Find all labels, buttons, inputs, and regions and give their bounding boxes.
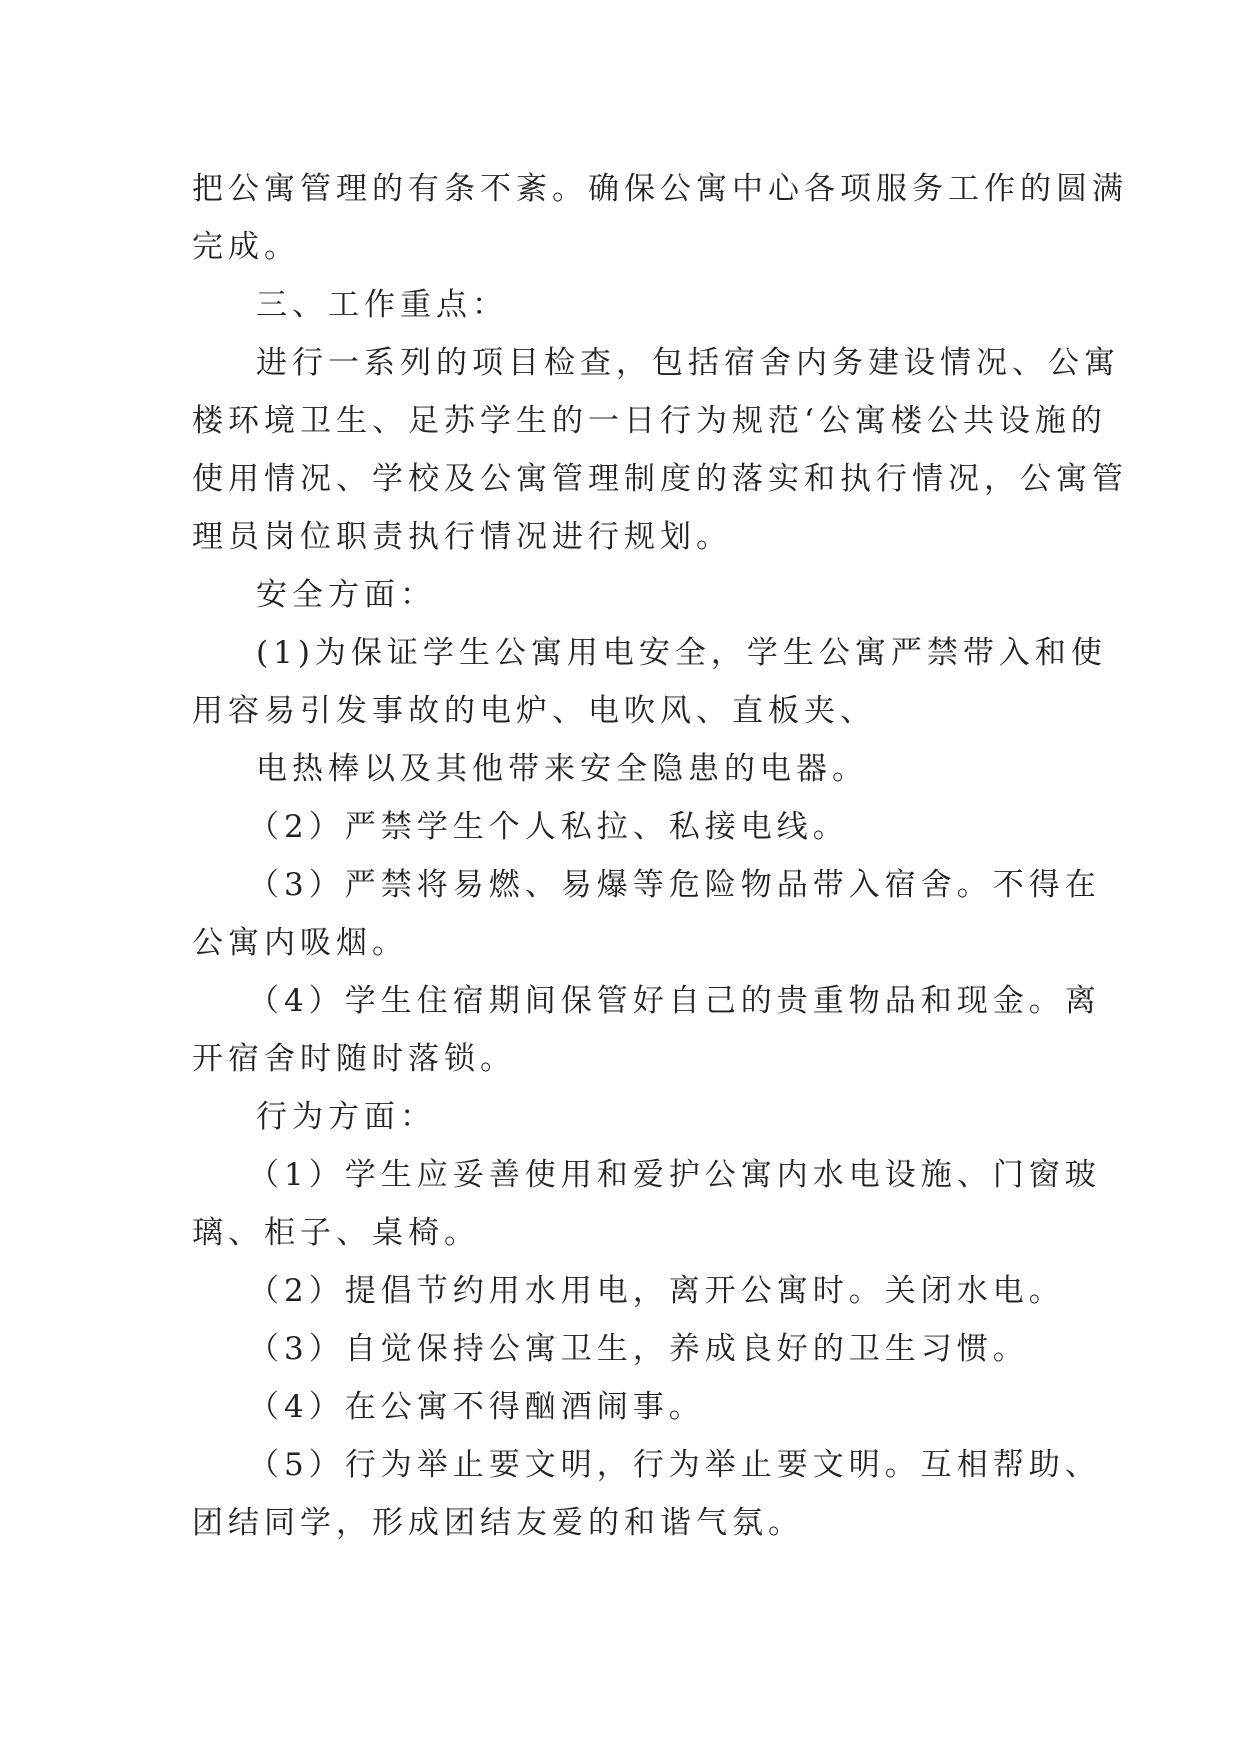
text-line: 团结同学，形成团结友爱的和谐气氛。 — [192, 1505, 804, 1541]
document-body — [192, 160, 1128, 1552]
text-line: 楼环境卫生、足苏学生的一日行为规范‘公寓楼公共设施的 — [192, 403, 1107, 439]
text-line: 进行一系列的项目检查，包括宿舍内务建设情况、公寓 — [256, 345, 1120, 381]
text-line: 理员岗位职责执行情况进行规划。 — [192, 519, 732, 555]
text-line: (1)为保证学生公寓用电安全，学生公寓严禁带入和使 — [256, 635, 1107, 671]
text-line: 使用情况、学校及公寓管理制度的落实和执行情况，公寓管 — [192, 461, 1128, 497]
text-line: （5）行为举止要文明，行为举止要文明。互相帮助、 — [248, 1447, 1101, 1483]
text-line: （3）自觉保持公寓卫生，养成良好的卫生习惯。 — [248, 1331, 1029, 1367]
text-line: 完成。 — [192, 229, 300, 265]
text-line: （4）学生住宿期间保管好自己的贵重物品和现金。离 — [248, 983, 1101, 1019]
text-line: 璃、柜子、桌椅。 — [192, 1215, 480, 1251]
text-line: 用容易引发事故的电炉、电吹风、直板夹、 — [192, 693, 876, 729]
text-line: （1）学生应妥善使用和爱护公寓内水电设施、门窗玻 — [248, 1157, 1101, 1193]
subsection-heading: 行为方面： — [256, 1099, 436, 1135]
text-line: 公寓内吸烟。 — [192, 925, 408, 961]
text-line: （2）严禁学生个人私拉、私接电线。 — [248, 809, 849, 845]
text-line: （4）在公寓不得酗酒闹事。 — [248, 1389, 705, 1425]
text-line: 把公寓管理的有条不紊。确保公寓中心各项服务工作的圆满 — [192, 171, 1128, 207]
text-line: 开宿舍时随时落锁。 — [192, 1041, 516, 1077]
subsection-heading: 安全方面： — [256, 577, 436, 613]
section-heading: 三、工作重点： — [256, 287, 508, 323]
text-line: 电热棒以及其他带来安全隐患的电器。 — [256, 751, 868, 787]
text-line: （3）严禁将易燃、易爆等危险物品带入宿舍。不得在 — [248, 867, 1101, 903]
text-line: （2）提倡节约用水用电，离开公寓时。关闭水电。 — [248, 1273, 1065, 1309]
